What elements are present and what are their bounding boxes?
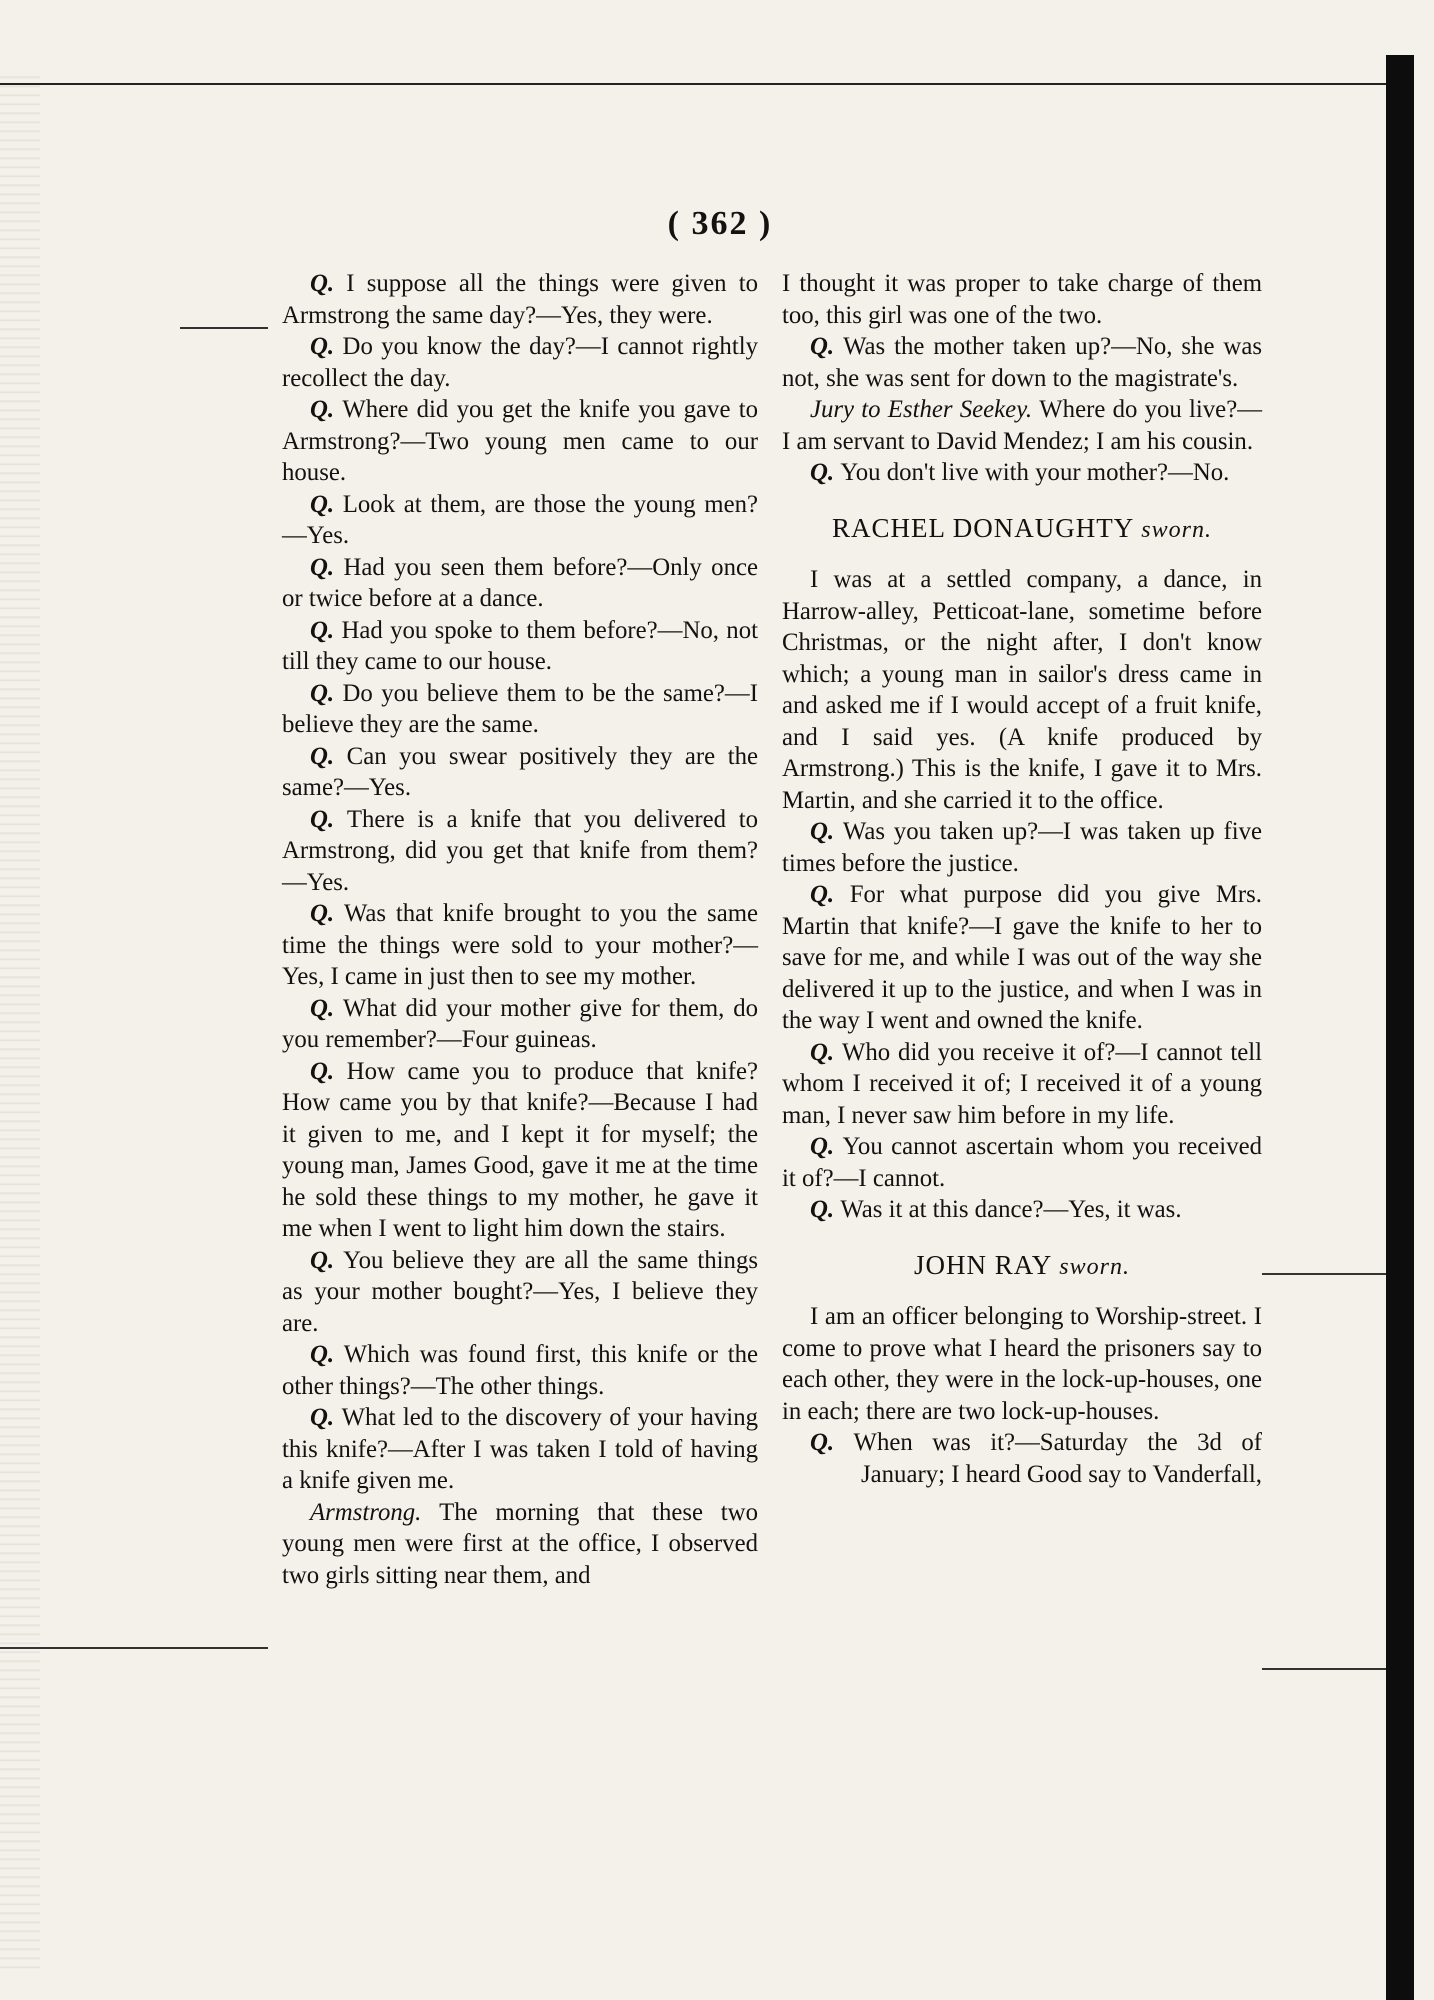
witness-heading: [782, 1250, 1262, 1284]
paragraph-text: How came you to produce that knife? How came you by that knife?—Because I had it given to me, and I kept it for myself; the young man, James Good, gave it me at the time he sold these things to my mother, he gave it me when I went to light him down the stairs.: [282, 1057, 759, 1242]
question-mark: Q.: [810, 333, 844, 360]
question-answer: [282, 1056, 758, 1245]
question-answer: [282, 1245, 758, 1340]
paragraph-text: Look at them, are those the young men?—Yes.: [282, 490, 758, 549]
left-margin-scan-noise: [0, 70, 40, 1970]
paragraph-text: I was at a settled company, a dance, in Harrow-alley, Petticoat-lane, sometime before Christmas, or the night after, I don't know which; a young man in sailor's dress came in and asked me if I would accept of a fruit knife, and I said yes. (A knife produced by Armstrong.) This is the knife, I gave it to Mrs. Martin, and she carried it to the office.: [782, 566, 1262, 814]
sworn-label: sworn.: [1052, 1253, 1130, 1280]
margin-mark: [1262, 1273, 1386, 1275]
question-mark: Q.: [810, 1133, 843, 1160]
paragraph-text: Was it at this dance?—Yes, it was.: [840, 1196, 1182, 1223]
question-mark: Q.: [310, 616, 342, 644]
question-mark: Q.: [310, 270, 347, 297]
question-answer: [782, 1427, 1262, 1490]
question-answer: [282, 898, 758, 993]
question-answer: [282, 1339, 758, 1402]
paragraph-text: Had you spoke to them before?—No, not till they came to our house.: [282, 616, 758, 675]
paragraph-text: Had you seen them before?—Only once or twice before at a dance.: [282, 553, 758, 612]
paragraph-text: Where did you get the knife you gave to Armstrong?—Two young men came to our house.: [282, 396, 758, 486]
speaker-label: Armstrong.: [310, 1498, 440, 1526]
question-answer: [782, 457, 1262, 489]
question-mark: Q.: [810, 1429, 854, 1456]
margin-mark: [0, 1647, 268, 1649]
speaker-label: Jury to Esther Seekey.: [810, 396, 1040, 423]
question-answer: [282, 741, 758, 804]
question-mark: Q.: [810, 881, 850, 908]
paragraph-text: For what purpose did you give Mrs. Martin that knife?—I gave the knife to her to save for me, and while I was out of the way she delivered it up to the justice, and when I was in the way I went and owned the knife.: [782, 881, 1262, 1034]
left-column: [282, 268, 758, 1591]
question-answer: [782, 879, 1262, 1037]
question-answer: [782, 1131, 1262, 1194]
paragraph: [782, 1301, 1262, 1427]
paragraph-text: Where do you live?—I am servant to David Mendez; I am his cousin.: [782, 396, 1262, 455]
paragraph-text: There is a knife that you delivered to Armstrong, did you get that knife from them?—Yes.: [282, 805, 759, 896]
witness-heading: [782, 513, 1262, 547]
paragraph-text: You cannot ascertain whom you received it of?—I cannot.: [782, 1133, 1262, 1192]
question-answer: [282, 331, 758, 394]
paragraph: [282, 1497, 758, 1592]
question-answer: [282, 489, 758, 552]
question-answer: [782, 1037, 1262, 1132]
paragraph-text: Was the mother taken up?—No, she was not, she was sent for down to the magistrate's.: [782, 333, 1262, 392]
question-mark: Q.: [310, 742, 347, 770]
sworn-label: sworn.: [1134, 516, 1212, 543]
question-answer: [282, 678, 758, 741]
paragraph-text: Do you know the day?—I cannot rightly recollect the day.: [282, 333, 758, 392]
question-answer: [282, 1402, 758, 1497]
question-answer: [782, 1194, 1262, 1226]
question-answer: [782, 331, 1262, 394]
paragraph-text: Can you swear positively they are the same?—Yes.: [282, 742, 758, 801]
question-answer: [282, 552, 758, 615]
right-column: [782, 268, 1262, 1490]
question-answer: [782, 816, 1262, 879]
question-answer: [282, 993, 758, 1056]
question-mark: Q.: [810, 1038, 842, 1066]
paragraph-text: What led to the discovery of your having this knife?—After I was taken I told of having a knife given me.: [282, 1404, 758, 1494]
paragraph-text: Do you believe them to be the same?—I believe they are the same.: [282, 679, 758, 738]
question-mark: Q.: [310, 1246, 344, 1274]
binding-shadow-bar: [1386, 55, 1414, 2000]
question-answer: [282, 268, 758, 331]
paragraph-text: You don't live with your mother?—No.: [840, 459, 1230, 486]
question-mark: Q.: [310, 805, 347, 833]
paragraph-text: What did your mother give for them, do you remember?—Four guineas.: [282, 994, 758, 1053]
question-mark: Q.: [310, 333, 343, 360]
paragraph-text: I suppose all the things were given to Armstrong the same day?—Yes, they were.: [282, 270, 758, 329]
paragraph-text: I thought it was proper to take charge of them too, this girl was one of the two.: [782, 270, 1262, 329]
margin-mark: [180, 327, 268, 329]
paragraph-text: Who did you receive it of?—I cannot tell whom I received it of; I received it of a young man, I never saw him before in my life.: [782, 1038, 1262, 1129]
paragraph-text: When was it?—Saturday the 3d of January; I heard Good say to Vanderfall,: [853, 1429, 1262, 1488]
paragraph-text: You believe they are all the same things as your mother bought?—Yes, I believe they are.: [282, 1246, 758, 1337]
question-answer: [282, 615, 758, 678]
page-number: ( 362 ): [667, 205, 773, 242]
top-rule: [0, 83, 1386, 85]
question-mark: Q.: [310, 553, 344, 581]
witness-name: JOHN RAY: [914, 1249, 1053, 1280]
paragraph-text: Was you taken up?—I was taken up five times before the justice.: [782, 818, 1262, 877]
question-mark: Q.: [310, 1404, 342, 1431]
paragraph: [782, 564, 1262, 816]
paragraph: [782, 268, 1262, 331]
question-mark: Q.: [310, 679, 343, 707]
witness-name: RACHEL DONAUGHTY: [832, 512, 1135, 543]
question-mark: Q.: [310, 1057, 347, 1085]
question-mark: Q.: [310, 994, 343, 1022]
paragraph-text: Was that knife brought to you the same time the things were sold to your mother?—Yes, I came in just then to see my mother.: [282, 900, 759, 990]
question-mark: Q.: [310, 490, 343, 518]
paragraph-text: I am an officer belonging to Worship-street. I come to prove what I heard the prisoners say to each other, they were in the lock-up-houses, one in each; there are two lock-up-houses.: [782, 1303, 1262, 1425]
question-mark: Q.: [310, 1341, 344, 1368]
paragraph-text: The morning that these two young men were first at the office, I observed two girls sitting near them, and: [282, 1498, 758, 1589]
question-mark: Q.: [810, 818, 843, 845]
question-mark: Q.: [810, 1196, 841, 1223]
paragraph: [782, 394, 1262, 457]
question-mark: Q.: [310, 900, 344, 927]
question-mark: Q.: [810, 459, 841, 486]
question-answer: [282, 804, 758, 899]
question-mark: Q.: [310, 396, 343, 423]
question-answer: [282, 394, 758, 489]
margin-mark: [1262, 1668, 1386, 1670]
paragraph-text: Which was found first, this knife or the other things?—The other things.: [282, 1341, 758, 1400]
